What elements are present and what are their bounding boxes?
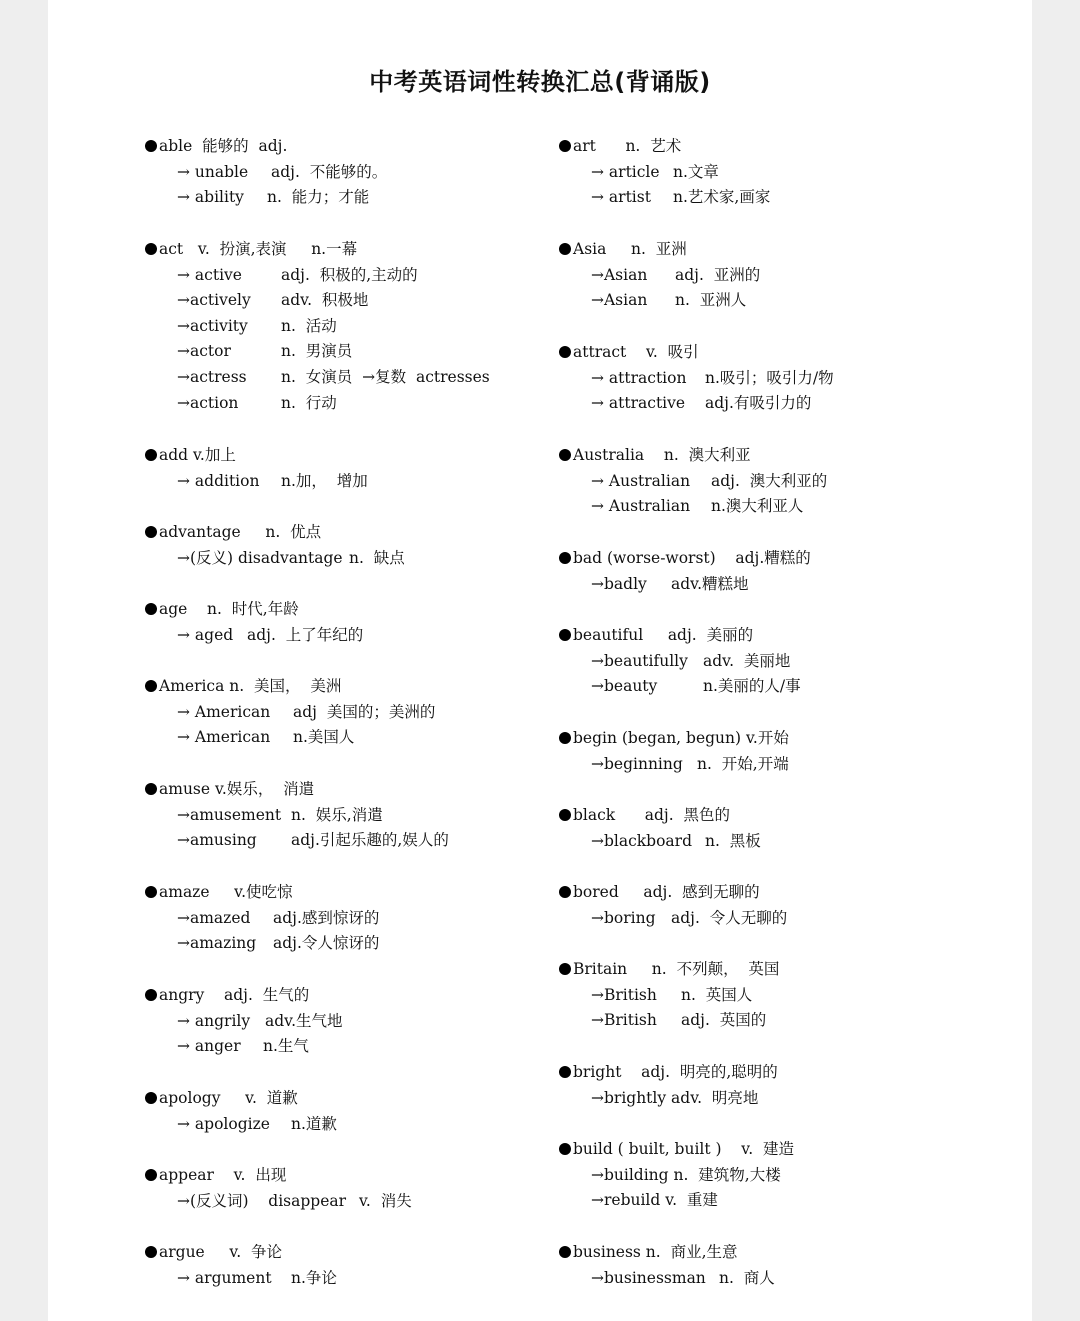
- vocab-entry: [145, 983, 545, 1086]
- bullet-icon: [559, 809, 571, 821]
- derived-word: →amazing: [177, 934, 257, 953]
- derived-word: →British: [591, 1011, 657, 1030]
- entry-headword: [145, 1163, 545, 1189]
- derived-form: [559, 674, 989, 700]
- derived-form: [145, 931, 545, 957]
- headword-text: apology v. 道歉: [159, 1089, 298, 1107]
- derived-form: [145, 1034, 545, 1060]
- derived-meaning: n.道歉: [291, 1114, 337, 1133]
- entry-headword: [559, 443, 989, 469]
- vocab-entry: [145, 237, 545, 443]
- entry-headword: [145, 134, 545, 160]
- derived-meaning: adv. 积极地: [281, 291, 369, 310]
- vocab-entry: [145, 520, 545, 597]
- derived-form: [145, 1189, 545, 1215]
- derived-form: [145, 725, 545, 751]
- vocab-entry: [559, 1137, 989, 1240]
- headword-text: bright adj. 明亮的,聪明的: [573, 1063, 778, 1081]
- derived-meaning: adj.有吸引力的: [705, 394, 812, 413]
- derived-meaning: adj.令人惊讶的: [273, 934, 380, 953]
- derived-meaning: n.吸引；吸引力/物: [705, 368, 834, 387]
- derived-meaning: n.艺术家,画家: [673, 188, 771, 207]
- bullet-icon: [145, 1092, 157, 1104]
- derived-meaning: n.美丽的人/事: [703, 677, 801, 696]
- derived-meaning: adj. 积极的,主动的: [281, 265, 418, 284]
- derived-form: [145, 288, 545, 314]
- entry-headword: [559, 803, 989, 829]
- vocab-entry: [145, 597, 545, 674]
- derived-meaning: n. 黑板: [705, 831, 761, 850]
- headword-text: art n. 艺术: [573, 137, 682, 155]
- derived-form: [145, 469, 545, 495]
- derived-word: →actress: [177, 367, 247, 386]
- derived-meaning: n. 开始,开端: [697, 754, 789, 773]
- bullet-icon: [145, 1246, 157, 1258]
- derived-form: [559, 752, 989, 778]
- derived-form: [145, 263, 545, 289]
- entry-headword: [145, 520, 545, 546]
- derived-word: →actively: [177, 291, 251, 310]
- derived-form: [559, 160, 989, 186]
- headword-text: amaze v.使吃惊: [159, 883, 293, 901]
- derived-meaning: adj.引起乐趣的,娱人的: [291, 831, 449, 850]
- headword-text: black adj. 黑色的: [573, 806, 731, 824]
- entry-headword: [559, 1137, 989, 1163]
- derived-form: [559, 1163, 989, 1189]
- derived-word: →building n. 建筑物,大楼: [591, 1165, 781, 1184]
- derived-form: [145, 365, 545, 391]
- derived-meaning: n. 娱乐,消遣: [291, 805, 383, 824]
- derived-meaning: n. 英国人: [681, 985, 753, 1004]
- bullet-icon: [559, 1066, 571, 1078]
- entry-headword: [559, 880, 989, 906]
- left-column: [145, 134, 545, 1317]
- bullet-icon: [559, 1246, 571, 1258]
- entry-headword: [145, 597, 545, 623]
- vocab-entry: [145, 674, 545, 777]
- derived-form: [559, 469, 989, 495]
- document-page: [48, 0, 1032, 1321]
- derived-form: [559, 572, 989, 598]
- derived-word: →beginning: [591, 754, 683, 773]
- headword-text: America n. 美国， 美洲: [159, 677, 342, 695]
- derived-meaning: n.文章: [673, 162, 719, 181]
- bullet-icon: [559, 629, 571, 641]
- derived-form: [145, 1266, 545, 1292]
- headword-text: argue v. 争论: [159, 1243, 283, 1261]
- derived-word: →activity: [177, 316, 248, 335]
- derived-word: →rebuild v. 重建: [591, 1191, 718, 1210]
- headword-text: age n. 时代,年龄: [159, 600, 299, 618]
- derived-meaning: adv. 美丽地: [703, 651, 791, 670]
- derived-form: [145, 546, 545, 572]
- bullet-icon: [559, 243, 571, 255]
- derived-form: [145, 623, 545, 649]
- derived-meaning: n. 商人: [719, 1268, 775, 1287]
- headword-text: Britain n. 不列颠， 英国: [573, 960, 780, 978]
- derived-word: →amusement: [177, 805, 282, 824]
- derived-form: [145, 185, 545, 211]
- derived-form: [559, 1086, 989, 1112]
- headword-text: attract v. 吸引: [573, 343, 699, 361]
- derived-meaning: n.澳大利亚人: [711, 497, 804, 516]
- derived-word: →boring: [591, 908, 656, 927]
- derived-word: → unable: [177, 162, 249, 181]
- derived-word: →amusing: [177, 831, 257, 850]
- derived-word: →Asian: [591, 265, 648, 284]
- bullet-icon: [145, 140, 157, 152]
- vocab-entry: [559, 443, 989, 546]
- vocab-entry: [559, 546, 989, 623]
- derived-form: [145, 803, 545, 829]
- derived-meaning: n. 亚洲人: [675, 291, 747, 310]
- derived-word: → active: [177, 265, 242, 284]
- derived-word: → American: [177, 728, 271, 747]
- derived-form: [559, 829, 989, 855]
- entry-headword: [145, 1086, 545, 1112]
- derived-meaning: n.美国人: [293, 728, 355, 747]
- derived-form: [145, 828, 545, 854]
- entry-headword: [559, 134, 989, 160]
- vocab-entry: [559, 726, 989, 803]
- headword-text: angry adj. 生气的: [159, 986, 310, 1004]
- vocab-entry: [145, 1086, 545, 1163]
- bullet-icon: [559, 140, 571, 152]
- entry-headword: [145, 443, 545, 469]
- page-title: 中考英语词性转换汇总(背诵版): [369, 68, 711, 96]
- derived-meaning: n.生气: [263, 1037, 309, 1056]
- derived-meaning: adj. 英国的: [681, 1011, 767, 1030]
- derived-meaning: n. 能力；才能: [267, 188, 370, 207]
- derived-word: → angrily: [177, 1011, 251, 1030]
- derived-word: →blackboard: [591, 831, 693, 850]
- bullet-icon: [559, 552, 571, 564]
- derived-meaning: n.加， 增加: [281, 471, 368, 490]
- derived-meaning: n. 活动: [281, 316, 337, 335]
- derived-form: [559, 1266, 989, 1292]
- derived-word: → attraction: [591, 368, 687, 387]
- headword-text: add v.加上: [159, 446, 236, 464]
- derived-meaning: n. 男演员: [281, 342, 353, 361]
- entry-headword: [559, 1060, 989, 1086]
- derived-form: [559, 649, 989, 675]
- derived-word: → artist: [591, 188, 651, 207]
- bullet-icon: [145, 783, 157, 795]
- headword-text: act v. 扮演,表演 n.一幕: [159, 240, 358, 258]
- entry-headword: [145, 777, 545, 803]
- headword-text: business n. 商业,生意: [573, 1243, 738, 1261]
- vocab-entry: [559, 134, 989, 237]
- vocab-entry: [559, 957, 989, 1060]
- derived-word: →action: [177, 393, 239, 412]
- derived-word: → American: [177, 702, 271, 721]
- derived-meaning: n. 缺点: [349, 548, 405, 567]
- derived-meaning: adj. 澳大利亚的: [711, 471, 828, 490]
- derived-word: →actor: [177, 342, 231, 361]
- entry-headword: [559, 726, 989, 752]
- bullet-icon: [145, 449, 157, 461]
- headword-text: bad (worse-worst) adj.糟糕的: [573, 549, 811, 567]
- derived-meaning: adj. 令人无聊的: [671, 908, 788, 927]
- vocab-entry: [559, 1060, 989, 1137]
- vocab-entry: [559, 803, 989, 880]
- headword-text: beautiful adj. 美丽的: [573, 626, 754, 644]
- bullet-icon: [559, 963, 571, 975]
- entry-headword: [145, 1240, 545, 1266]
- derived-form: [559, 1188, 989, 1214]
- derived-form: [559, 494, 989, 520]
- headword-text: build ( built, built ) v. 建造: [573, 1140, 794, 1158]
- derived-word: → ability: [177, 188, 244, 207]
- derived-meaning: n. 行动: [281, 393, 337, 412]
- derived-word: →brightly adv. 明亮地: [591, 1088, 759, 1107]
- derived-word: → argument: [177, 1268, 272, 1287]
- bullet-icon: [145, 989, 157, 1001]
- derived-meaning: n. 女演员 →复数 actresses: [281, 367, 490, 386]
- derived-form: [559, 366, 989, 392]
- derived-word: → anger: [177, 1037, 241, 1056]
- entry-headword: [559, 237, 989, 263]
- derived-form: [559, 983, 989, 1009]
- vocab-entry: [559, 623, 989, 726]
- headword-text: bored adj. 感到无聊的: [573, 883, 760, 901]
- bullet-icon: [145, 526, 157, 538]
- derived-word: →businessman: [591, 1268, 706, 1287]
- vocab-entry: [145, 1163, 545, 1240]
- derived-form: [145, 1009, 545, 1035]
- derived-word: →beautifully: [591, 651, 688, 670]
- bullet-icon: [145, 243, 157, 255]
- derived-word: → Australian: [591, 471, 691, 490]
- derived-form: [559, 1008, 989, 1034]
- derived-word: → attractive: [591, 394, 686, 413]
- derived-form: [145, 160, 545, 186]
- bullet-icon: [559, 1143, 571, 1155]
- bullet-icon: [145, 886, 157, 898]
- bullet-icon: [145, 1169, 157, 1181]
- derived-meaning: adj. 亚洲的: [675, 265, 761, 284]
- derived-meaning: adj. 上了年纪的: [247, 625, 364, 644]
- derived-form: [559, 906, 989, 932]
- vocab-entry: [145, 134, 545, 237]
- bullet-icon: [559, 732, 571, 744]
- headword-text: amuse v.娱乐， 消遣: [159, 780, 315, 798]
- entry-headword: [559, 623, 989, 649]
- headword-text: begin (began, begun) v.开始: [573, 729, 789, 747]
- entry-headword: [145, 880, 545, 906]
- derived-form: [145, 391, 545, 417]
- entry-headword: [559, 957, 989, 983]
- entry-headword: [145, 983, 545, 1009]
- vocab-entry: [145, 880, 545, 983]
- right-column: [559, 134, 989, 1317]
- derived-word: →amazed: [177, 908, 251, 927]
- derived-form: [145, 700, 545, 726]
- derived-word: → apologize: [177, 1114, 270, 1133]
- derived-form: [145, 906, 545, 932]
- entry-headword: [559, 1240, 989, 1266]
- derived-meaning: n.争论: [291, 1268, 337, 1287]
- derived-meaning: v. 消失: [359, 1191, 412, 1210]
- vocab-entry: [559, 237, 989, 340]
- derived-word: →(反义) disadvantage: [177, 548, 343, 567]
- derived-form: [145, 339, 545, 365]
- vocab-entry: [145, 777, 545, 880]
- bullet-icon: [559, 886, 571, 898]
- derived-word: →British: [591, 985, 657, 1004]
- derived-word: → article: [591, 162, 660, 181]
- derived-word: →(反义词) disappear: [177, 1191, 347, 1210]
- vocab-entry: [559, 340, 989, 443]
- derived-meaning: adj. 不能够的。: [271, 162, 388, 181]
- derived-meaning: adv.糟糕地: [671, 574, 749, 593]
- derived-word: →badly: [591, 574, 647, 593]
- headword-text: Asia n. 亚洲: [573, 240, 687, 258]
- bullet-icon: [145, 680, 157, 692]
- derived-form: [145, 314, 545, 340]
- bullet-icon: [559, 449, 571, 461]
- headword-text: advantage n. 优点: [159, 523, 322, 541]
- derived-word: → Australian: [591, 497, 691, 516]
- entry-headword: [145, 237, 545, 263]
- derived-word: → aged: [177, 625, 234, 644]
- entry-headword: [559, 340, 989, 366]
- vocab-entry: [559, 880, 989, 957]
- derived-meaning: adv.生气地: [265, 1011, 343, 1030]
- headword-text: able 能够的 adj.: [159, 137, 288, 155]
- derived-form: [145, 1112, 545, 1138]
- derived-word: →beauty: [591, 677, 658, 696]
- bullet-icon: [559, 346, 571, 358]
- derived-word: → addition: [177, 471, 260, 490]
- derived-meaning: adj 美国的；美洲的: [293, 702, 436, 721]
- bullet-icon: [145, 603, 157, 615]
- headword-text: Australia n. 澳大利亚: [573, 446, 751, 464]
- headword-text: appear v. 出现: [159, 1166, 287, 1184]
- vocab-entry: [559, 1240, 989, 1317]
- vocab-entry: [145, 1240, 545, 1317]
- derived-meaning: adj.感到惊讶的: [273, 908, 380, 927]
- entry-headword: [145, 674, 545, 700]
- derived-form: [559, 288, 989, 314]
- vocab-entry: [145, 443, 545, 520]
- derived-form: [559, 263, 989, 289]
- derived-form: [559, 185, 989, 211]
- derived-form: [559, 391, 989, 417]
- derived-word: →Asian: [591, 291, 648, 310]
- entry-headword: [559, 546, 989, 572]
